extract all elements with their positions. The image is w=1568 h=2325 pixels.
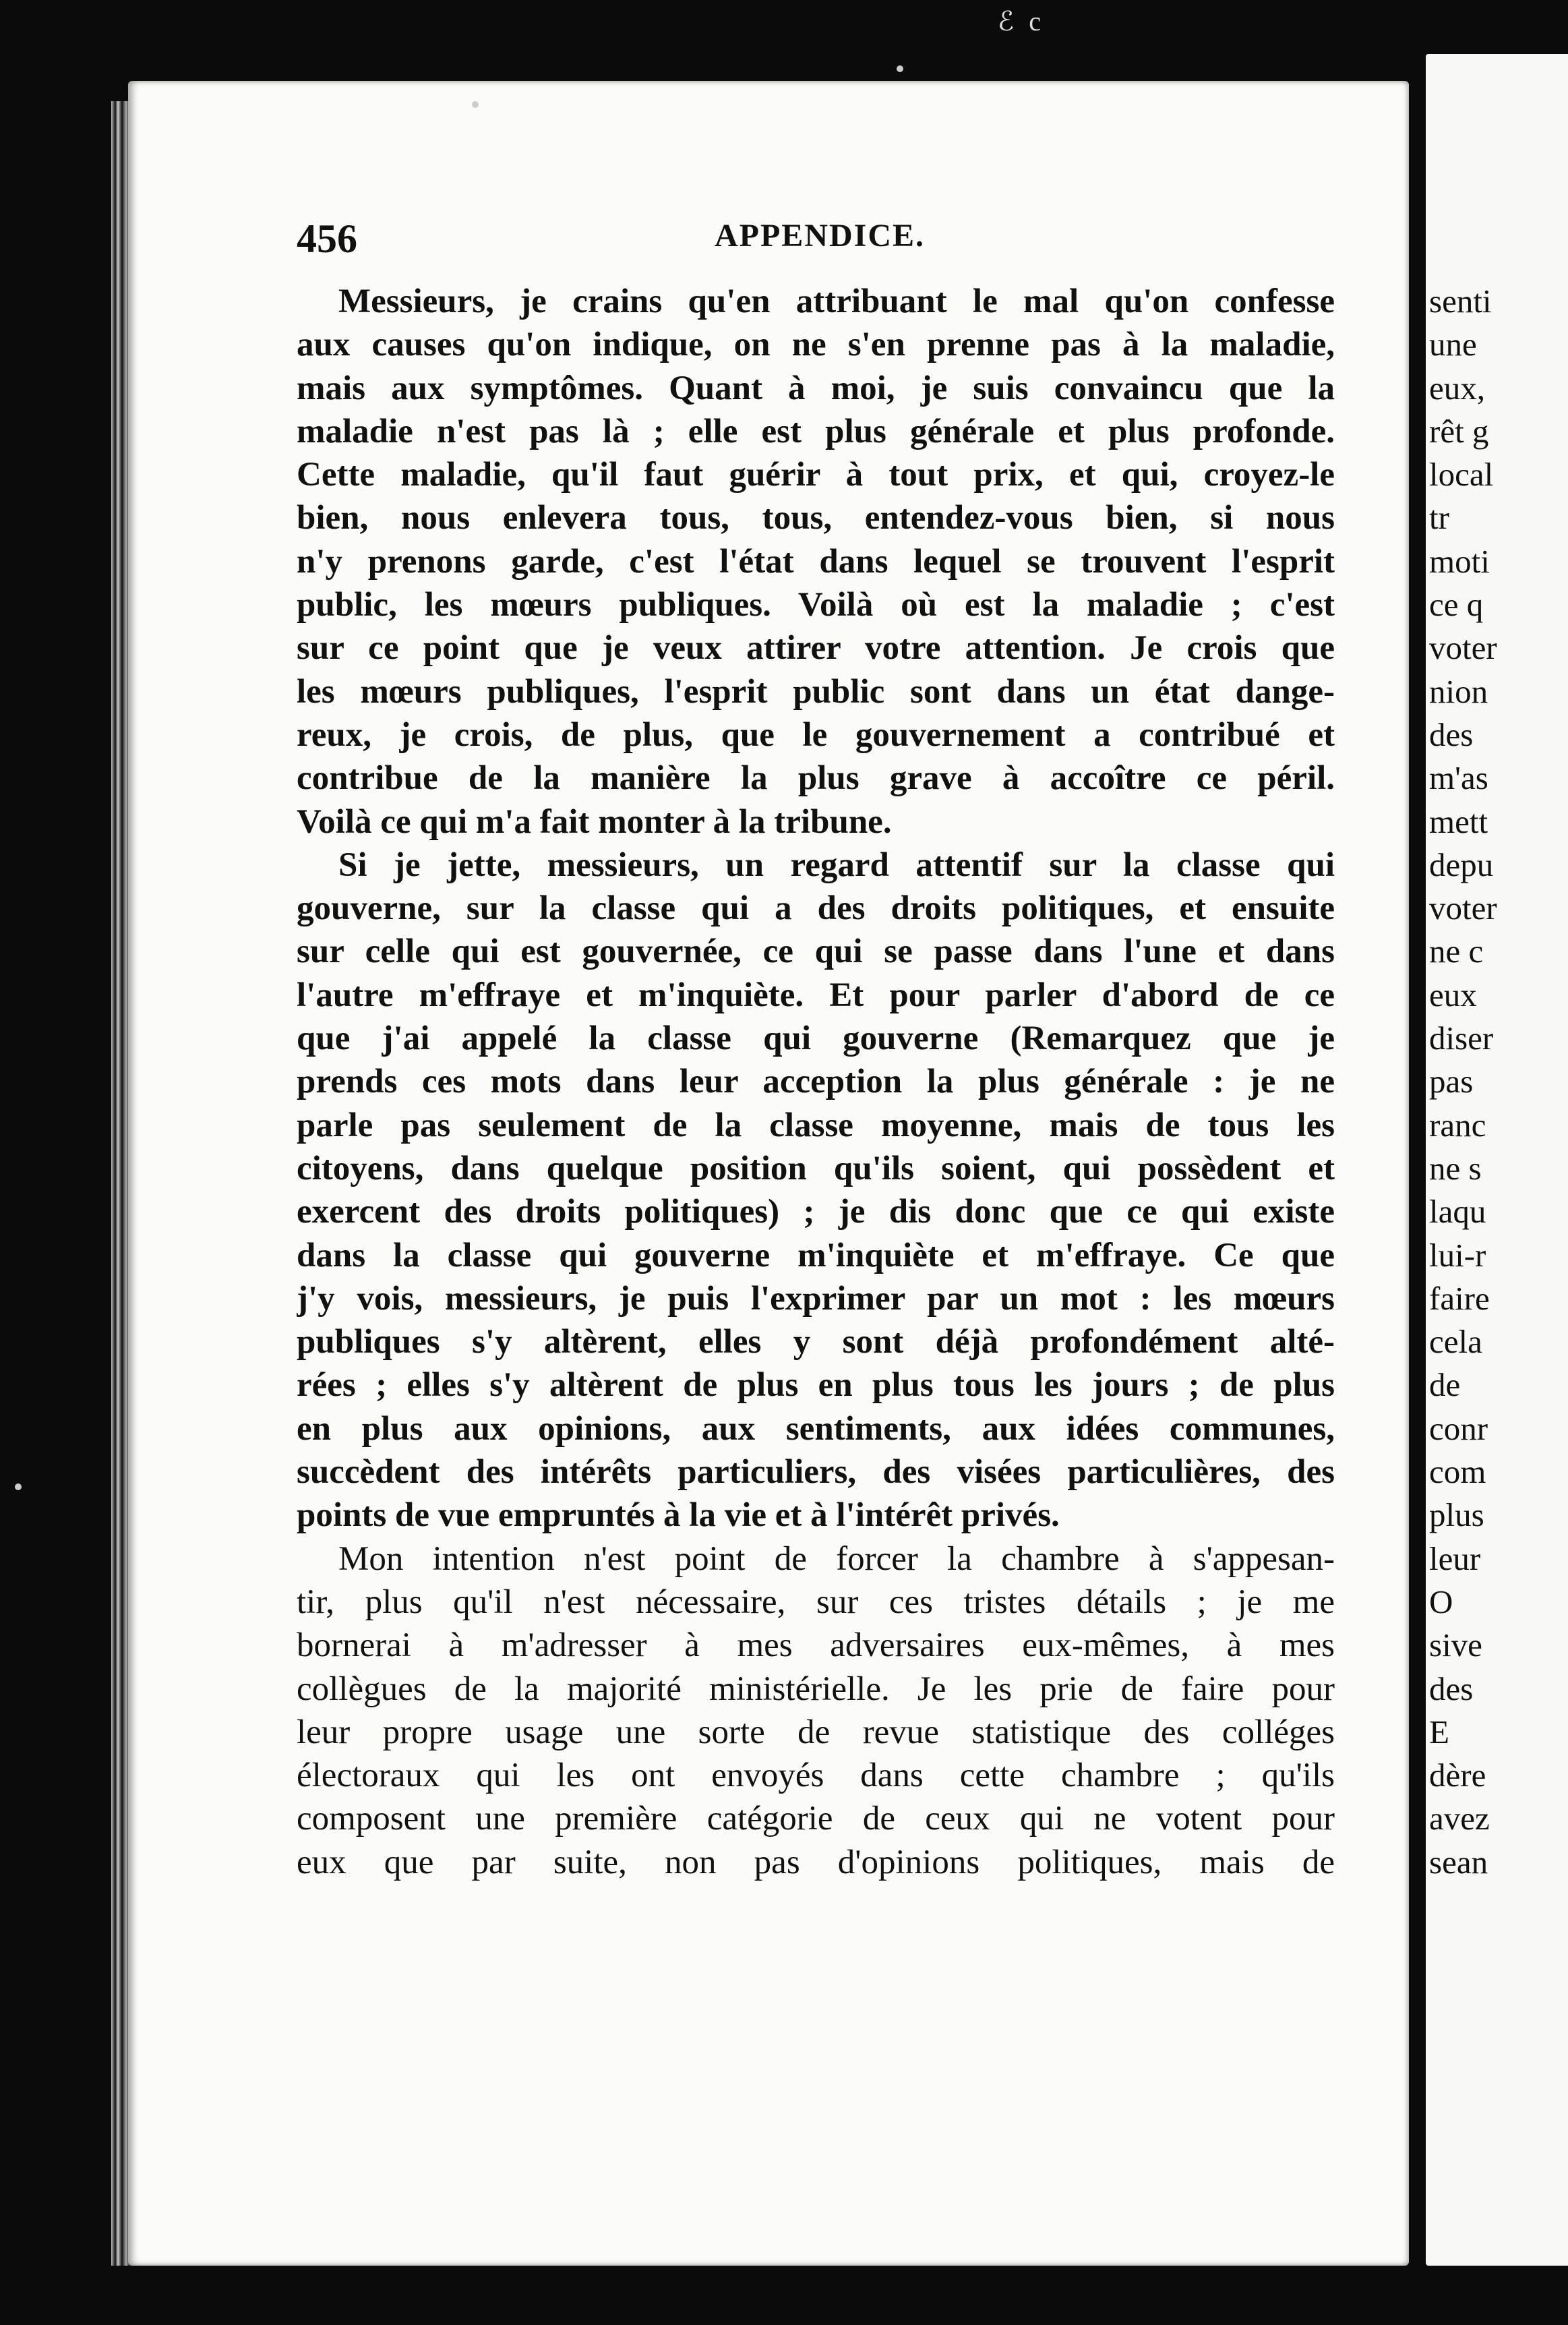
- text-line: maladie n'est pas là ; elle est plus générale et plus profonde.: [297, 412, 1335, 450]
- right-page-fragment: eux,: [1429, 369, 1485, 407]
- scan-speck: [897, 65, 903, 72]
- text-line: l'autre m'effraye et m'inquiète. Et pour parler d'abord de ce: [297, 976, 1335, 1014]
- right-page-fragment: dère: [1429, 1757, 1486, 1794]
- right-page-fragment: voter: [1429, 629, 1497, 667]
- text-line: électoraux qui les ont envoyés dans cette chambre ; qu'ils: [297, 1757, 1335, 1795]
- text-line: aux causes qu'on indique, on ne s'en prenne pas à la maladie,: [297, 326, 1335, 364]
- right-page-fragment: mett: [1429, 802, 1488, 840]
- right-page-fragment: com: [1429, 1453, 1486, 1491]
- right-page-fragment: faire: [1429, 1279, 1490, 1317]
- text-line: en plus aux opinions, aux sentiments, aux idées communes,: [297, 1409, 1335, 1448]
- right-page-fragment: sive: [1429, 1626, 1482, 1664]
- text-line: eux que par suite, non pas d'opinions politiques, mais de: [297, 1843, 1335, 1881]
- text-line: exercent des droits politiques) ; je dis donc que ce qui existe: [297, 1193, 1335, 1231]
- right-page-fragment: pas: [1429, 1063, 1474, 1100]
- regular-passage: [297, 1537, 1335, 1884]
- right-page-fragment: des: [1429, 715, 1474, 753]
- right-page-fragment: sean: [1429, 1843, 1488, 1881]
- text-line: bornerai à m'adresser à mes adversaires eux-mêmes, à mes: [297, 1626, 1335, 1665]
- text-line: leur propre usage une sorte de revue statistique des colléges: [297, 1713, 1335, 1751]
- text-line: composent une première catégorie de ceux qui ne votent pour: [297, 1800, 1335, 1838]
- text-line: Si je jette, messieurs, un regard attentif sur la classe qui: [338, 846, 1335, 884]
- right-page-fragment: nion: [1429, 672, 1488, 710]
- right-page-fragment: local: [1429, 456, 1494, 494]
- right-page-fragment: cela: [1429, 1323, 1482, 1361]
- scan-edge-mark: ℰ c: [998, 6, 1045, 36]
- text-line: bien, nous enlevera tous, tous, entendez-vous bien, si nous: [297, 499, 1335, 537]
- right-page-fragment: depu: [1429, 846, 1494, 883]
- right-page-fragment: eux: [1429, 976, 1477, 1013]
- text-line: citoyens, dans quelque position qu'ils soient, qui possèdent et: [297, 1149, 1335, 1187]
- text-line: que j'ai appelé la classe qui gouverne (Remarquez que je: [297, 1020, 1335, 1058]
- right-page-fragment: moti: [1429, 542, 1490, 580]
- right-page-fragment: avez: [1429, 1800, 1490, 1837]
- text-line: Mon intention n'est point de forcer la chambre à s'appesan-: [338, 1539, 1335, 1578]
- text-line: reux, je crois, de plus, que le gouvernement a contribué et: [297, 715, 1335, 754]
- scan-speck: [15, 1483, 22, 1490]
- right-page-fragment: conr: [1429, 1409, 1488, 1447]
- scan-speck: [472, 101, 479, 108]
- right-page-fragment: plus: [1429, 1496, 1484, 1534]
- right-page-fragment: de: [1429, 1366, 1461, 1404]
- right-page-fragment: leur: [1429, 1539, 1481, 1577]
- text-line: les mœurs publiques, l'esprit public sont dans un état dange-: [297, 672, 1335, 711]
- right-page-fragment: diser: [1429, 1020, 1494, 1057]
- text-line: sur ce point que je veux attirer votre attention. Je crois que: [297, 629, 1335, 668]
- text-line: gouverne, sur la classe qui a des droits politiques, et ensuite: [297, 889, 1335, 928]
- right-page-fragment: laqu: [1429, 1193, 1486, 1231]
- right-page-fragment: rêt g: [1429, 412, 1489, 450]
- text-line: Messieurs, je crains qu'en attribuant le mal qu'on confesse: [338, 283, 1335, 320]
- right-page-fragment: une: [1429, 326, 1477, 363]
- right-page-fragment: senti: [1429, 283, 1492, 320]
- text-line: rées ; elles s'y altèrent de plus en plus tous les jours ; de plus: [297, 1366, 1335, 1405]
- page-number: 456: [297, 216, 357, 261]
- text-line: parle pas seulement de la classe moyenne, mais de tous les: [297, 1106, 1335, 1144]
- right-page-fragment: m'as: [1429, 759, 1488, 797]
- text-line: succèdent des intérêts particuliers, des visées particulières, des: [297, 1453, 1335, 1492]
- text-line: n'y prenons garde, c'est l'état dans lequel se trouvent l'esprit: [297, 542, 1335, 581]
- right-page-fragment: tr: [1429, 499, 1449, 537]
- right-page-fragment: ne s: [1429, 1149, 1482, 1187]
- running-head: APPENDICE.: [715, 218, 926, 254]
- right-page-fragment: ranc: [1429, 1106, 1486, 1144]
- text-line: mais aux symptômes. Quant à moi, je suis convaincu que la: [297, 369, 1335, 407]
- body-text: [297, 280, 1335, 1884]
- page-header: [297, 216, 1335, 270]
- text-line: sur celle qui est gouvernée, ce qui se passe dans l'une et dans: [297, 933, 1335, 971]
- text-line: contribue de la manière la plus grave à accoître ce péril.: [297, 759, 1335, 798]
- right-page-fragment: ce q: [1429, 586, 1484, 624]
- right-page-fragments: [1429, 280, 1568, 1884]
- text-line: Voilà ce qui m'a fait monter à la tribune.: [297, 802, 892, 841]
- text-line: Cette maladie, qu'il faut guérir à tout prix, et qui, croyez-le: [297, 456, 1335, 494]
- right-page-fragment: E: [1429, 1713, 1449, 1750]
- text-line: tir, plus qu'il n'est nécessaire, sur ces tristes détails ; je me: [297, 1583, 1335, 1621]
- right-page-fragment: des: [1429, 1670, 1474, 1707]
- text-line: j'y vois, messieurs, je puis l'exprimer par un mot : les mœurs: [297, 1279, 1335, 1318]
- text-line: dans la classe qui gouverne m'inquiète et m'effraye. Ce que: [297, 1236, 1335, 1274]
- text-line: points de vue empruntés à la vie et à l'intérêt privés.: [297, 1496, 1060, 1535]
- right-page-fragment: voter: [1429, 889, 1497, 927]
- text-line: collègues de la majorité ministérielle. Je les prie de faire pour: [297, 1670, 1335, 1708]
- right-page-fragment: O: [1429, 1583, 1453, 1620]
- text-line: publiques s'y altèrent, elles y sont déjà profondément alté-: [297, 1323, 1335, 1361]
- text-line: prends ces mots dans leur acception la plus générale : je ne: [297, 1063, 1335, 1101]
- bold-passage: [297, 280, 1335, 1537]
- right-page-fragment: lui-r: [1429, 1236, 1486, 1274]
- text-line: public, les mœurs publiques. Voilà où est la maladie ; c'est: [297, 586, 1335, 624]
- right-page-fragment: ne c: [1429, 933, 1484, 970]
